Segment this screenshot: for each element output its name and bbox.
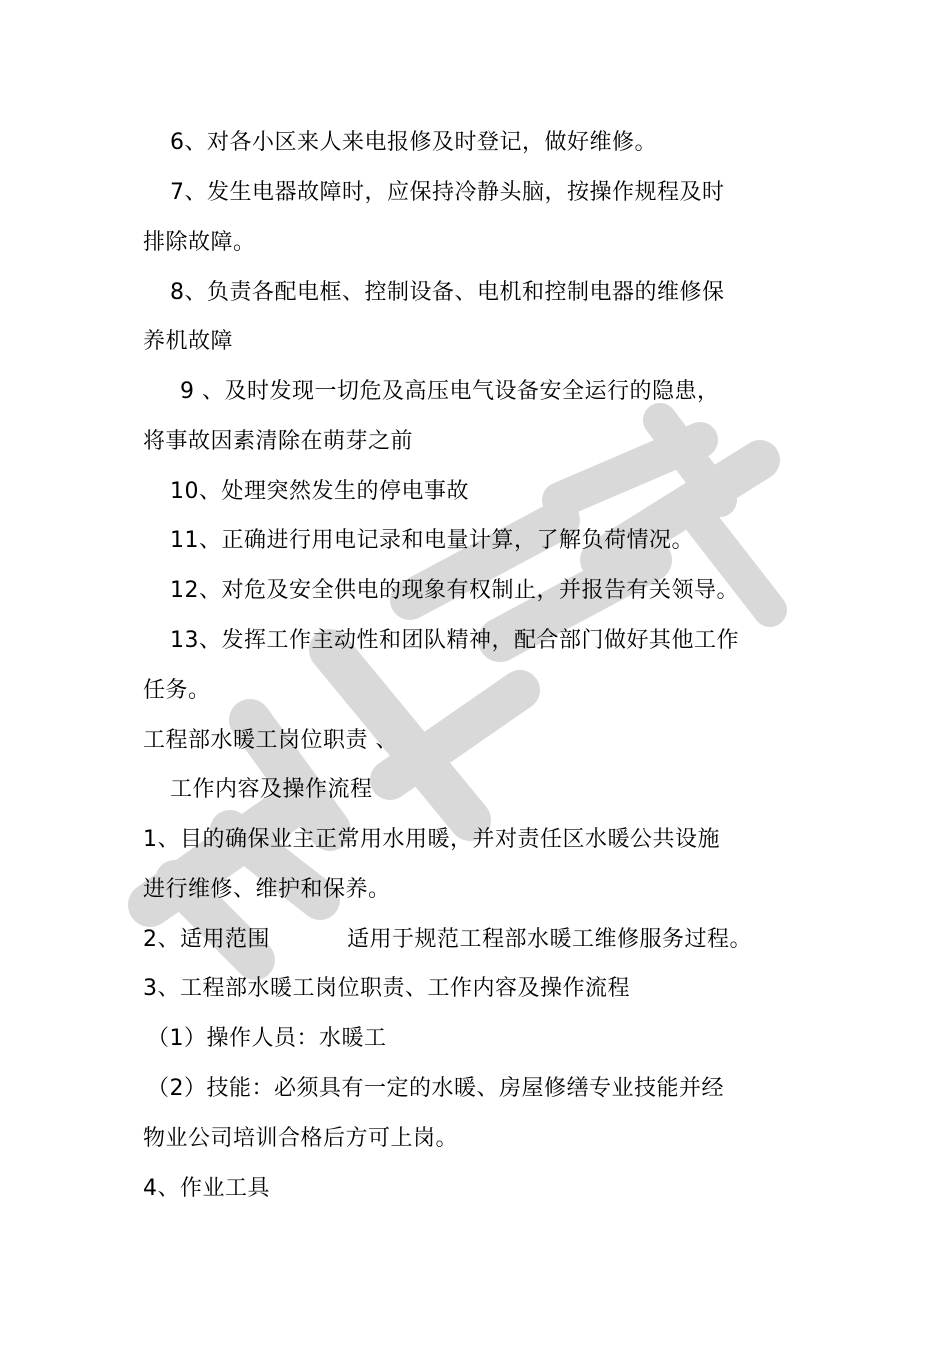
list-item-continuation: 进行维修、维护和保养。: [143, 877, 391, 902]
sub-list-item: （1）操作人员：水暖工: [147, 1026, 387, 1051]
list-item: 3、工程部水暖工岗位职责、工作内容及操作流程: [143, 976, 630, 1001]
sub-list-item: （2）技能：必须具有一定的水暖、房屋修缮专业技能并经: [147, 1076, 724, 1101]
list-item-continuation: 将事故因素清除在萌芽之前: [143, 429, 414, 454]
list-item: 13、发挥工作主动性和团队精神，配合部门做好其他工作: [170, 628, 739, 653]
list-item-detail: 适用于规范工程部水暖工维修服务过程。: [347, 927, 753, 952]
list-item-continuation: 任务。: [143, 678, 211, 703]
list-item: 10、处理突然发生的停电事故: [170, 479, 469, 504]
section-subheading: 工作内容及操作流程: [170, 777, 373, 802]
list-item: 11、正确进行用电记录和电量计算，了解负荷情况。: [170, 528, 694, 553]
list-item-continuation: 养机故障: [143, 329, 234, 354]
list-item: 2、适用范围: [143, 927, 270, 952]
list-item: 9 、及时发现一切危及高压电气设备安全运行的隐患，: [180, 379, 720, 404]
section-heading: 工程部水暖工岗位职责 、: [143, 728, 398, 753]
list-item-continuation: 排除故障。: [143, 230, 256, 255]
list-item: 1、目的确保业主正常用水用暖，并对责任区水暖公共设施: [143, 827, 720, 852]
list-item: 7、发生电器故障时，应保持冷静头脑，按操作规程及时: [170, 180, 725, 205]
sub-list-item-continuation: 物业公司培训合格后方可上岗。: [143, 1126, 459, 1151]
list-item: 4、作业工具: [143, 1176, 270, 1201]
list-item: 6、对各小区来人来电报修及时登记，做好维修。: [170, 130, 657, 155]
list-item: 8、负责各配电框、控制设备、电机和控制电器的维修保: [170, 280, 725, 305]
list-item: 12、对危及安全供电的现象有权制止，并报告有关领导。: [170, 578, 739, 603]
